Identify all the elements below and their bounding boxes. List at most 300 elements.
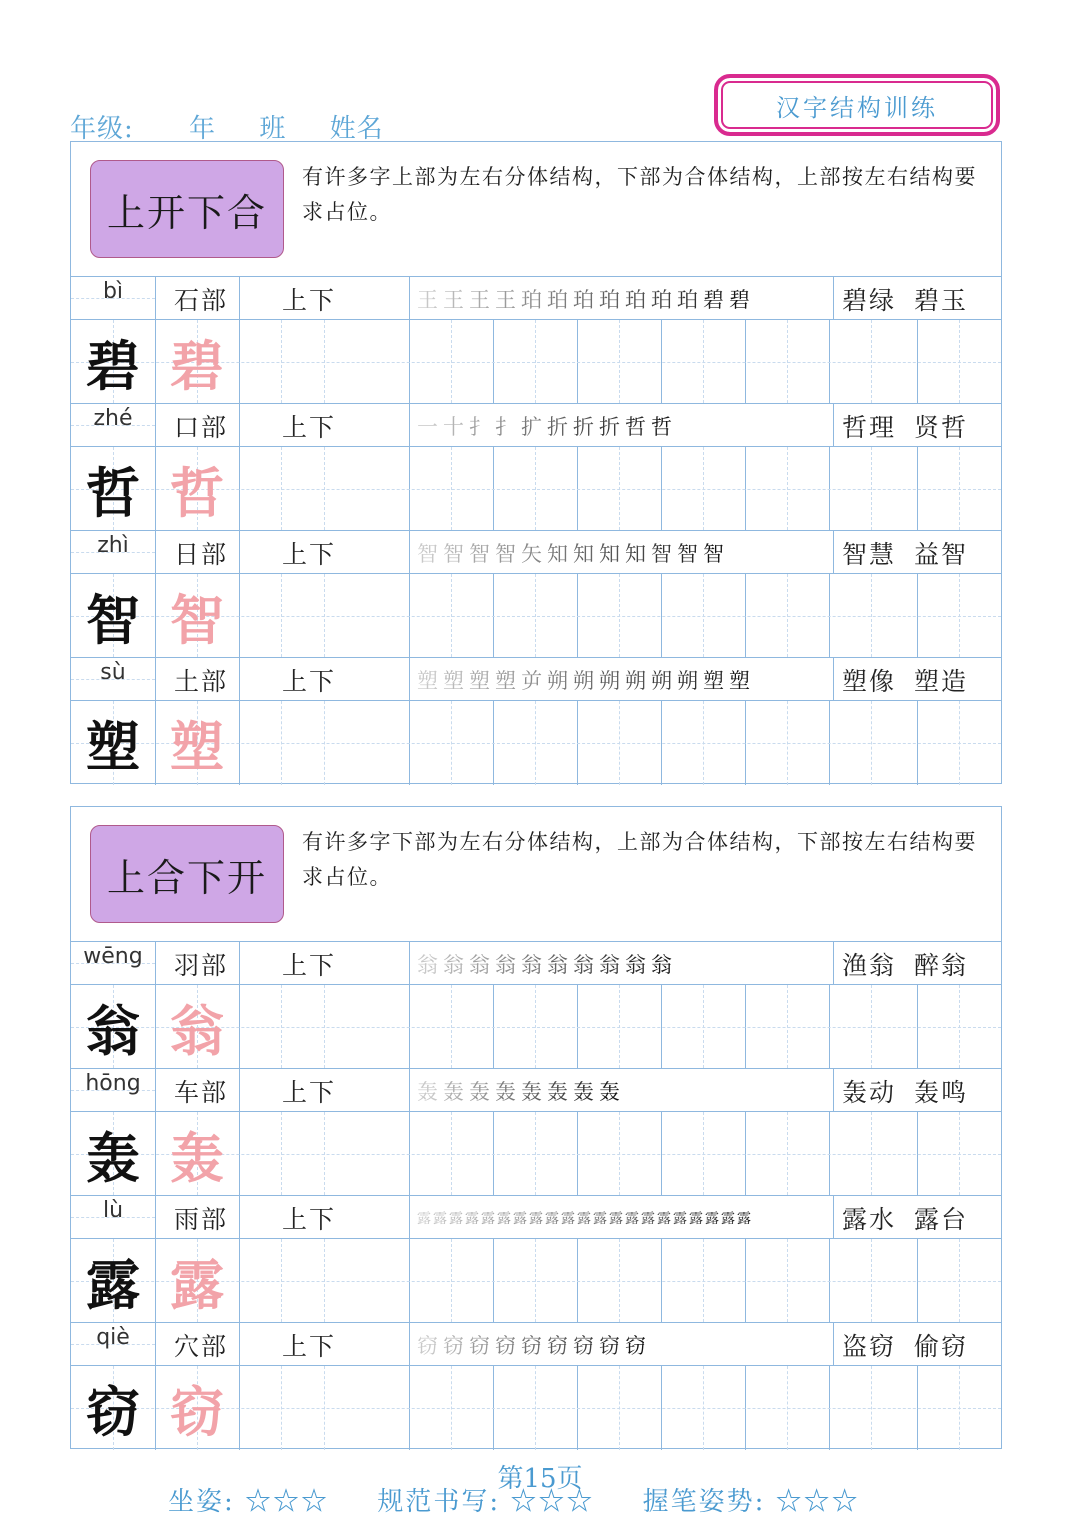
name-label: 姓名 bbox=[329, 114, 384, 144]
stroke-step: 王 bbox=[443, 287, 465, 312]
stroke-step: 朔 bbox=[547, 668, 569, 693]
stroke-step: 朔 bbox=[625, 668, 647, 693]
grid-line bbox=[833, 1069, 834, 1111]
stroke-step: 轰 bbox=[495, 1079, 517, 1104]
class-label: 班 bbox=[259, 114, 287, 144]
stroke-step: 轰 bbox=[469, 1079, 491, 1104]
example-word: 露水 bbox=[842, 1204, 897, 1234]
grid-line bbox=[833, 277, 834, 319]
entry-list bbox=[71, 277, 1001, 785]
example-word: 益智 bbox=[914, 539, 969, 569]
grid-line bbox=[155, 942, 156, 984]
character-entry bbox=[71, 658, 1001, 785]
writing-row bbox=[71, 1239, 1001, 1323]
grip-rating bbox=[643, 1481, 860, 1518]
structure-type: 上下 bbox=[282, 539, 337, 569]
stroke-step: 碧 bbox=[703, 287, 725, 312]
character-entry bbox=[71, 1196, 1001, 1323]
trace-character: 碧 bbox=[170, 333, 224, 398]
stroke-step: 轰 bbox=[547, 1079, 569, 1104]
stroke-step: 翁 bbox=[417, 952, 439, 977]
posture-stars[interactable]: ☆☆☆ bbox=[245, 1487, 330, 1517]
stroke-order bbox=[417, 531, 827, 574]
grid-line bbox=[239, 1196, 240, 1238]
stroke-step: 智 bbox=[443, 541, 465, 566]
practice-cell[interactable] bbox=[324, 701, 409, 785]
page-number: 第15页 bbox=[497, 1464, 583, 1494]
practice-cell[interactable] bbox=[493, 320, 577, 404]
practice-cell[interactable] bbox=[577, 320, 661, 404]
example-word: 醉翁 bbox=[914, 950, 969, 980]
stroke-step: 露 bbox=[705, 1210, 720, 1227]
section-intro bbox=[71, 142, 1001, 277]
practice-cell[interactable] bbox=[917, 1366, 1001, 1450]
grid-line bbox=[409, 1323, 410, 1365]
info-row bbox=[71, 531, 1001, 574]
practice-cell[interactable] bbox=[239, 447, 324, 531]
stroke-step: 哲 bbox=[651, 414, 673, 439]
model-character: 翁 bbox=[86, 998, 140, 1063]
practice-cell[interactable] bbox=[829, 320, 913, 404]
info-row bbox=[71, 404, 1001, 447]
entry-list bbox=[71, 942, 1001, 1450]
practice-cell[interactable] bbox=[917, 320, 1001, 404]
stroke-step: 翁 bbox=[573, 952, 595, 977]
info-row bbox=[71, 942, 1001, 985]
stroke-order bbox=[417, 404, 827, 447]
stroke-step: 窃 bbox=[443, 1333, 465, 1358]
student-info bbox=[70, 108, 384, 145]
structure-type: 上下 bbox=[282, 1331, 337, 1361]
structure-type: 上下 bbox=[282, 950, 337, 980]
practice-cell[interactable] bbox=[409, 320, 493, 404]
grid-line bbox=[409, 531, 410, 573]
stroke-step: 哲 bbox=[625, 414, 647, 439]
practice-cell[interactable] bbox=[829, 1112, 913, 1196]
example-words bbox=[842, 658, 968, 701]
practice-cell[interactable] bbox=[239, 1112, 324, 1196]
grid-line bbox=[833, 1196, 834, 1238]
pinyin: hōng bbox=[85, 1071, 141, 1096]
stroke-step: 珀 bbox=[573, 287, 595, 312]
practice-cell[interactable] bbox=[917, 701, 1001, 785]
stroke-order bbox=[417, 658, 827, 701]
stroke-step: 知 bbox=[625, 541, 647, 566]
stroke-order bbox=[417, 942, 827, 985]
practice-cell[interactable] bbox=[661, 1239, 745, 1323]
practice-cell[interactable] bbox=[661, 701, 745, 785]
stroke-step: 翁 bbox=[443, 952, 465, 977]
example-words bbox=[842, 1323, 968, 1366]
stroke-step: 露 bbox=[449, 1210, 464, 1227]
stroke-step: 知 bbox=[573, 541, 595, 566]
trace-character: 哲 bbox=[170, 460, 224, 525]
character-entry bbox=[71, 1069, 1001, 1196]
practice-cell[interactable] bbox=[493, 447, 577, 531]
example-words bbox=[842, 942, 968, 985]
stroke-step: 露 bbox=[465, 1210, 480, 1227]
model-character: 智 bbox=[86, 587, 140, 652]
practice-cell[interactable] bbox=[409, 447, 493, 531]
stroke-order bbox=[417, 1196, 827, 1239]
trace-character: 智 bbox=[170, 587, 224, 652]
section-intro bbox=[71, 807, 1001, 942]
practice-cell[interactable] bbox=[917, 574, 1001, 658]
grid-line bbox=[239, 1323, 240, 1365]
practice-cell[interactable] bbox=[577, 985, 661, 1069]
posture-label: 坐姿: bbox=[168, 1487, 235, 1517]
practice-cell[interactable] bbox=[324, 574, 409, 658]
practice-cell[interactable] bbox=[661, 985, 745, 1069]
practice-cell[interactable] bbox=[577, 701, 661, 785]
practice-cell[interactable] bbox=[493, 701, 577, 785]
stroke-step: 珀 bbox=[521, 287, 543, 312]
writing-row bbox=[71, 701, 1001, 785]
stroke-step: 塑 bbox=[417, 668, 439, 693]
example-words bbox=[842, 1196, 968, 1239]
stroke-step: 窃 bbox=[573, 1333, 595, 1358]
example-word: 露台 bbox=[914, 1204, 969, 1234]
stroke-step: 扩 bbox=[521, 414, 543, 439]
practice-cell[interactable] bbox=[577, 574, 661, 658]
stroke-step: 翁 bbox=[625, 952, 647, 977]
example-word: 智慧 bbox=[842, 539, 897, 569]
practice-cell[interactable] bbox=[745, 1239, 829, 1323]
stroke-step: 轰 bbox=[417, 1079, 439, 1104]
model-character: 碧 bbox=[86, 333, 140, 398]
practice-cell[interactable] bbox=[661, 1366, 745, 1450]
grid-line bbox=[409, 277, 410, 319]
practice-cell[interactable] bbox=[239, 320, 324, 404]
practice-cell[interactable] bbox=[577, 447, 661, 531]
grid-line bbox=[833, 658, 834, 700]
grid-line bbox=[155, 277, 156, 319]
grid-line bbox=[155, 404, 156, 446]
trace-character: 翁 bbox=[170, 998, 224, 1063]
stroke-step: 珀 bbox=[625, 287, 647, 312]
writing-label: 规范书写: bbox=[377, 1487, 501, 1517]
category-description: 有许多字下部为左右分体结构，上部为合体结构，下部按左右结构要求占位。 bbox=[302, 830, 977, 889]
practice-cell[interactable] bbox=[493, 1112, 577, 1196]
info-row bbox=[71, 658, 1001, 701]
stroke-step: 珀 bbox=[651, 287, 673, 312]
practice-cell[interactable] bbox=[324, 985, 409, 1069]
stroke-step: 塑 bbox=[469, 668, 491, 693]
radical: 口部 bbox=[174, 412, 229, 442]
practice-cell[interactable] bbox=[493, 1239, 577, 1323]
practice-cell[interactable] bbox=[829, 701, 913, 785]
writing-row bbox=[71, 320, 1001, 404]
character-entry bbox=[71, 942, 1001, 1069]
section-top-closed-bottom-open bbox=[70, 806, 1002, 1449]
writing-rating bbox=[377, 1481, 594, 1518]
grid-line bbox=[155, 1323, 156, 1365]
section-top-open-bottom-closed bbox=[70, 141, 1002, 784]
stroke-step: 矢 bbox=[521, 541, 543, 566]
practice-cell[interactable] bbox=[917, 1239, 1001, 1323]
radical: 车部 bbox=[174, 1077, 229, 1107]
example-word: 塑造 bbox=[914, 666, 969, 696]
stroke-step: 塑 bbox=[703, 668, 725, 693]
character-entry bbox=[71, 277, 1001, 404]
example-word: 盗窃 bbox=[842, 1331, 897, 1361]
practice-cell[interactable] bbox=[409, 1112, 493, 1196]
model-character: 哲 bbox=[86, 460, 140, 525]
stroke-step: 智 bbox=[495, 541, 517, 566]
grid-line bbox=[239, 404, 240, 446]
stroke-step: 露 bbox=[673, 1210, 688, 1227]
grid-line bbox=[155, 1069, 156, 1111]
structure-type: 上下 bbox=[282, 1077, 337, 1107]
pinyin: qiè bbox=[96, 1325, 130, 1350]
practice-cell[interactable] bbox=[409, 1366, 493, 1450]
stroke-step: 扌 bbox=[495, 414, 517, 439]
stroke-step: 塑 bbox=[729, 668, 751, 693]
example-word: 哲理 bbox=[842, 412, 897, 442]
stroke-step: 窃 bbox=[495, 1333, 517, 1358]
practice-cell[interactable] bbox=[577, 1239, 661, 1323]
stroke-step: 屰 bbox=[521, 668, 543, 693]
practice-cell[interactable] bbox=[239, 1239, 324, 1323]
stroke-step: 翁 bbox=[469, 952, 491, 977]
writing-row bbox=[71, 574, 1001, 658]
self-evaluation bbox=[168, 1481, 898, 1518]
structure-type: 上下 bbox=[282, 1204, 337, 1234]
writing-row bbox=[71, 447, 1001, 531]
stroke-step: 轰 bbox=[521, 1079, 543, 1104]
practice-cell[interactable] bbox=[239, 985, 324, 1069]
practice-cell[interactable] bbox=[661, 574, 745, 658]
practice-cell[interactable] bbox=[239, 701, 324, 785]
stroke-order bbox=[417, 1323, 827, 1366]
radical: 羽部 bbox=[174, 950, 229, 980]
practice-cell[interactable] bbox=[829, 574, 913, 658]
stroke-step: 窃 bbox=[547, 1333, 569, 1358]
stroke-step: 露 bbox=[433, 1210, 448, 1227]
writing-stars[interactable]: ☆☆☆ bbox=[510, 1487, 595, 1517]
pinyin: sù bbox=[100, 660, 126, 685]
year-label: 年 bbox=[189, 114, 217, 144]
stroke-step: 朔 bbox=[599, 668, 621, 693]
practice-cell[interactable] bbox=[745, 320, 829, 404]
example-word: 碧玉 bbox=[914, 285, 969, 315]
grid-line bbox=[833, 404, 834, 446]
stroke-step: 窃 bbox=[625, 1333, 647, 1358]
pinyin: bì bbox=[102, 279, 124, 304]
practice-cell[interactable] bbox=[661, 447, 745, 531]
practice-cell[interactable] bbox=[324, 1112, 409, 1196]
model-character: 塑 bbox=[86, 714, 140, 779]
model-character: 窃 bbox=[86, 1379, 140, 1444]
practice-cell[interactable] bbox=[829, 447, 913, 531]
stroke-step: 露 bbox=[561, 1210, 576, 1227]
stroke-step: 珀 bbox=[547, 287, 569, 312]
trace-character: 露 bbox=[170, 1252, 224, 1317]
grid-line bbox=[409, 658, 410, 700]
grid-line bbox=[239, 531, 240, 573]
pinyin: zhì bbox=[97, 533, 129, 558]
stroke-step: 智 bbox=[651, 541, 673, 566]
info-row bbox=[71, 1069, 1001, 1112]
grid-line bbox=[155, 658, 156, 700]
example-word: 碧绿 bbox=[842, 285, 897, 315]
grid-line bbox=[155, 531, 156, 573]
writing-row bbox=[71, 1366, 1001, 1450]
stroke-step: 翁 bbox=[547, 952, 569, 977]
posture-rating bbox=[168, 1481, 329, 1518]
practice-cell[interactable] bbox=[745, 985, 829, 1069]
stroke-step: 王 bbox=[495, 287, 517, 312]
stroke-step: 露 bbox=[737, 1210, 752, 1227]
structure-type: 上下 bbox=[282, 412, 337, 442]
practice-cell[interactable] bbox=[493, 574, 577, 658]
structure-type: 上下 bbox=[282, 285, 337, 315]
stroke-step: 露 bbox=[497, 1210, 512, 1227]
pinyin: zhé bbox=[93, 406, 133, 431]
stroke-step: 折 bbox=[547, 414, 569, 439]
stroke-step: 碧 bbox=[729, 287, 751, 312]
stroke-step: 露 bbox=[577, 1210, 592, 1227]
stroke-order bbox=[417, 1069, 827, 1112]
info-row bbox=[71, 1196, 1001, 1239]
radical: 穴部 bbox=[174, 1331, 229, 1361]
practice-cell[interactable] bbox=[409, 574, 493, 658]
practice-cell[interactable] bbox=[409, 701, 493, 785]
worksheet-title: 汉字结构训练 bbox=[714, 74, 1000, 136]
stroke-step: 王 bbox=[469, 287, 491, 312]
stroke-step: 露 bbox=[625, 1210, 640, 1227]
practice-cell[interactable] bbox=[324, 447, 409, 531]
stroke-step: 塑 bbox=[443, 668, 465, 693]
practice-cell[interactable] bbox=[829, 1239, 913, 1323]
stroke-step: 翁 bbox=[599, 952, 621, 977]
stroke-step: 朔 bbox=[677, 668, 699, 693]
stroke-step: 轰 bbox=[599, 1079, 621, 1104]
character-entry bbox=[71, 1323, 1001, 1450]
stroke-step: 朔 bbox=[651, 668, 673, 693]
stroke-step: 露 bbox=[513, 1210, 528, 1227]
grip-label: 握笔姿势: bbox=[642, 1487, 766, 1517]
grid-line bbox=[239, 942, 240, 984]
category-description: 有许多字上部为左右分体结构，下部为合体结构，上部按左右结构要求占位。 bbox=[302, 165, 977, 224]
category-badge: 上开下合 bbox=[90, 160, 284, 258]
stroke-step: 露 bbox=[417, 1210, 432, 1227]
practice-cell[interactable] bbox=[745, 701, 829, 785]
structure-type: 上下 bbox=[282, 666, 337, 696]
stroke-step: 露 bbox=[641, 1210, 656, 1227]
practice-cell[interactable] bbox=[917, 1112, 1001, 1196]
example-words bbox=[842, 404, 968, 447]
practice-cell[interactable] bbox=[917, 447, 1001, 531]
grid-line bbox=[239, 658, 240, 700]
model-character: 轰 bbox=[86, 1125, 140, 1190]
practice-cell[interactable] bbox=[745, 574, 829, 658]
example-word: 轰动 bbox=[842, 1077, 897, 1107]
stroke-step: 窃 bbox=[599, 1333, 621, 1358]
stroke-step: 朔 bbox=[573, 668, 595, 693]
grip-stars[interactable]: ☆☆☆ bbox=[775, 1487, 860, 1517]
practice-cell[interactable] bbox=[661, 320, 745, 404]
practice-cell[interactable] bbox=[745, 1112, 829, 1196]
stroke-step: 露 bbox=[481, 1210, 496, 1227]
trace-character: 轰 bbox=[170, 1125, 224, 1190]
practice-cell[interactable] bbox=[829, 1366, 913, 1450]
stroke-step: 轰 bbox=[443, 1079, 465, 1104]
stroke-step: 智 bbox=[677, 541, 699, 566]
info-row bbox=[71, 1323, 1001, 1366]
writing-row bbox=[71, 985, 1001, 1069]
practice-cell[interactable] bbox=[239, 1366, 324, 1450]
stroke-step: 折 bbox=[599, 414, 621, 439]
stroke-step: 窃 bbox=[521, 1333, 543, 1358]
writing-row bbox=[71, 1112, 1001, 1196]
grid-line bbox=[833, 1323, 834, 1365]
stroke-step: 露 bbox=[529, 1210, 544, 1227]
grid-line bbox=[239, 1069, 240, 1111]
radical: 雨部 bbox=[174, 1204, 229, 1234]
practice-cell[interactable] bbox=[745, 1366, 829, 1450]
example-words bbox=[842, 277, 968, 320]
stroke-step: 智 bbox=[469, 541, 491, 566]
practice-cell[interactable] bbox=[324, 1239, 409, 1323]
stroke-step: 轰 bbox=[573, 1079, 595, 1104]
info-row bbox=[71, 277, 1001, 320]
practice-cell[interactable] bbox=[409, 1239, 493, 1323]
practice-cell[interactable] bbox=[745, 447, 829, 531]
stroke-step: 智 bbox=[417, 541, 439, 566]
character-entry bbox=[71, 404, 1001, 531]
practice-cell[interactable] bbox=[324, 320, 409, 404]
pinyin: lù bbox=[102, 1198, 124, 1223]
stroke-step: 窃 bbox=[469, 1333, 491, 1358]
practice-cell[interactable] bbox=[493, 985, 577, 1069]
grid-line bbox=[239, 277, 240, 319]
practice-cell[interactable] bbox=[239, 574, 324, 658]
stroke-step: 王 bbox=[417, 287, 439, 312]
stroke-step: 露 bbox=[545, 1210, 560, 1227]
stroke-step: 珀 bbox=[677, 287, 699, 312]
example-word: 贤哲 bbox=[914, 412, 969, 442]
grid-line bbox=[409, 942, 410, 984]
stroke-step: 扌 bbox=[469, 414, 491, 439]
practice-cell[interactable] bbox=[577, 1366, 661, 1450]
stroke-step: 塑 bbox=[495, 668, 517, 693]
stroke-step: 知 bbox=[547, 541, 569, 566]
radical: 石部 bbox=[174, 285, 229, 315]
practice-cell[interactable] bbox=[661, 1112, 745, 1196]
stroke-step: 露 bbox=[689, 1210, 704, 1227]
trace-character: 塑 bbox=[170, 714, 224, 779]
practice-cell[interactable] bbox=[324, 1366, 409, 1450]
stroke-step: 露 bbox=[609, 1210, 624, 1227]
example-word: 偷窃 bbox=[914, 1331, 969, 1361]
example-word: 轰鸣 bbox=[914, 1077, 969, 1107]
practice-cell[interactable] bbox=[577, 1112, 661, 1196]
example-word: 渔翁 bbox=[842, 950, 897, 980]
stroke-step: 折 bbox=[573, 414, 595, 439]
character-entry bbox=[71, 531, 1001, 658]
practice-cell[interactable] bbox=[493, 1366, 577, 1450]
practice-cell[interactable] bbox=[917, 985, 1001, 1069]
practice-cell[interactable] bbox=[829, 985, 913, 1069]
stroke-order bbox=[417, 277, 827, 320]
grade-label: 年级: bbox=[70, 114, 134, 144]
practice-cell[interactable] bbox=[409, 985, 493, 1069]
stroke-step: 翁 bbox=[495, 952, 517, 977]
stroke-step: 露 bbox=[721, 1210, 736, 1227]
category-badge: 上合下开 bbox=[90, 825, 284, 923]
trace-character: 窃 bbox=[170, 1379, 224, 1444]
